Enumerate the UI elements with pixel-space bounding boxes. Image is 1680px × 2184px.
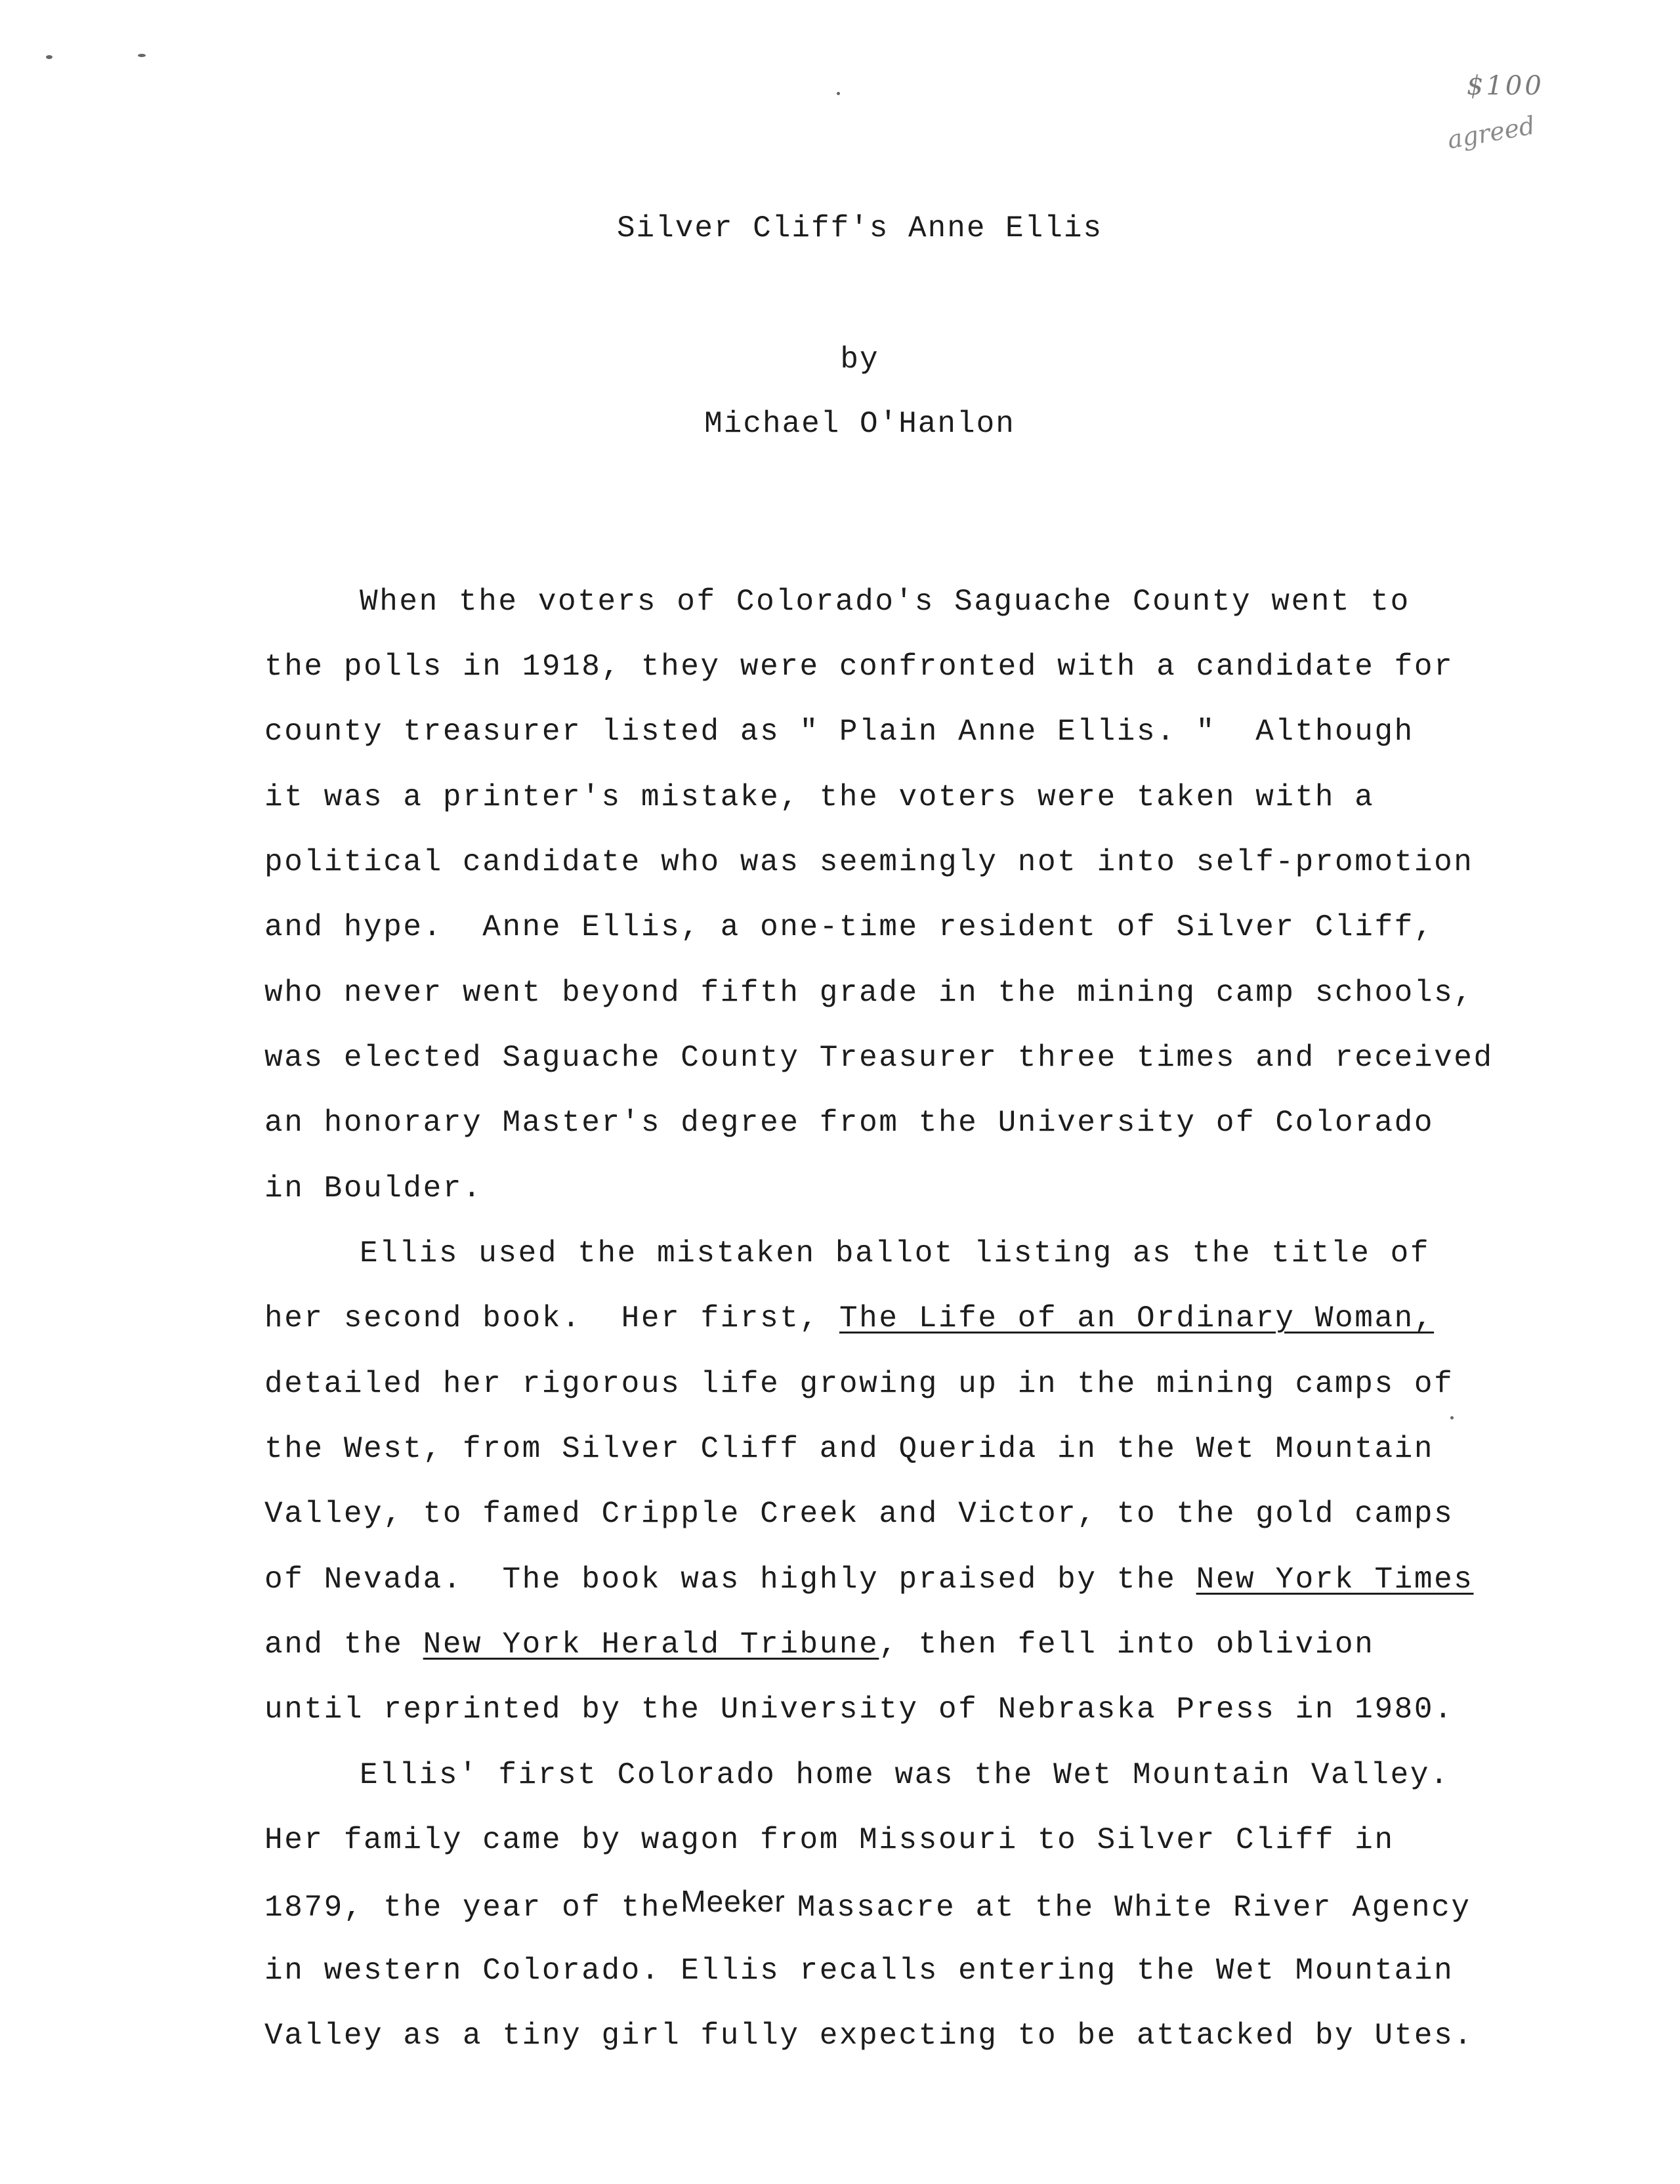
- body-text: of Nevada. The book was highly praised by the: [264, 1563, 1196, 1597]
- body-line: in Boulder.: [264, 1171, 483, 1206]
- body-line: Ellis' first Colorado home was the Wet Mountain Valley.: [360, 1758, 1450, 1792]
- inserted-word-meeker: Meeker: [681, 1884, 786, 1918]
- body-line: county treasurer listed as " Plain Anne Ellis. " Although: [264, 715, 1414, 749]
- scan-speck: [837, 92, 840, 95]
- body-line: political candidate who was seemingly not into self-promotion: [264, 845, 1474, 879]
- body-line: until reprinted by the University of Nebraska Press in 1980.: [264, 1692, 1454, 1727]
- body-line: [264, 1303, 1434, 1334]
- handwritten-word: agreed: [1445, 110, 1538, 155]
- document-title: Silver Cliff's Anne Ellis: [616, 211, 1103, 245]
- handwritten-amount: $100: [1467, 71, 1544, 101]
- body-line: the polls in 1918, they were confronted with a candidate for: [264, 650, 1454, 684]
- scan-speck: [138, 54, 146, 57]
- handwritten-note: [1440, 66, 1611, 184]
- body-line: and hype. Anne Ellis, a one-time resident of Silver Cliff,: [264, 910, 1435, 944]
- body-line: was elected Saguache County Treasurer three times and received: [264, 1041, 1494, 1075]
- body-line: detailed her rigorous life growing up in the mining camps of: [264, 1367, 1454, 1401]
- newspaper-ny-times: New York Times: [1196, 1563, 1474, 1597]
- body-line: [264, 1884, 1471, 1925]
- newspaper-herald-tribune: New York Herald Tribune: [423, 1628, 879, 1662]
- book-title-ordinary-woman: The Life of an Ordinary Woman,: [839, 1301, 1435, 1335]
- body-line: [264, 1629, 1374, 1660]
- scan-speck: [1450, 1416, 1454, 1419]
- body-line: [264, 1564, 1474, 1595]
- author-name: Michael O'Hanlon: [704, 407, 1015, 441]
- body-line: Ellis used the mistaken ballot listing as the title of: [360, 1236, 1431, 1270]
- body-line: in western Colorado. Ellis recalls entering the Wet Mountain: [264, 1954, 1454, 1988]
- body-text: her second book. Her first,: [264, 1301, 839, 1335]
- body-text: Massacre at the White River Agency: [797, 1891, 1471, 1925]
- body-line: When the voters of Colorado's Saguache County went to: [360, 585, 1410, 619]
- byline: by: [840, 343, 879, 377]
- body-line: who never went beyond fifth grade in the mining camp schools,: [264, 976, 1474, 1010]
- body-line: it was a printer's mistake, the voters were taken with a: [264, 780, 1375, 814]
- body-text: 1879, the year of the: [264, 1891, 681, 1925]
- body-line: Her family came by wagon from Missouri to Silver Cliff in: [264, 1823, 1395, 1857]
- body-text: , then fell into oblivion: [879, 1628, 1375, 1662]
- scan-speck: [46, 55, 52, 59]
- body-text: and the: [264, 1628, 423, 1662]
- body-line: an honorary Master's degree from the University of Colorado: [264, 1106, 1435, 1140]
- body-line: Valley, to famed Cripple Creek and Victor, to the gold camps: [264, 1497, 1454, 1531]
- body-line: the West, from Silver Cliff and Querida in the Wet Mountain: [264, 1432, 1435, 1466]
- body-line: Valley as a tiny girl fully expecting to be attacked by Utes.: [264, 2019, 1474, 2053]
